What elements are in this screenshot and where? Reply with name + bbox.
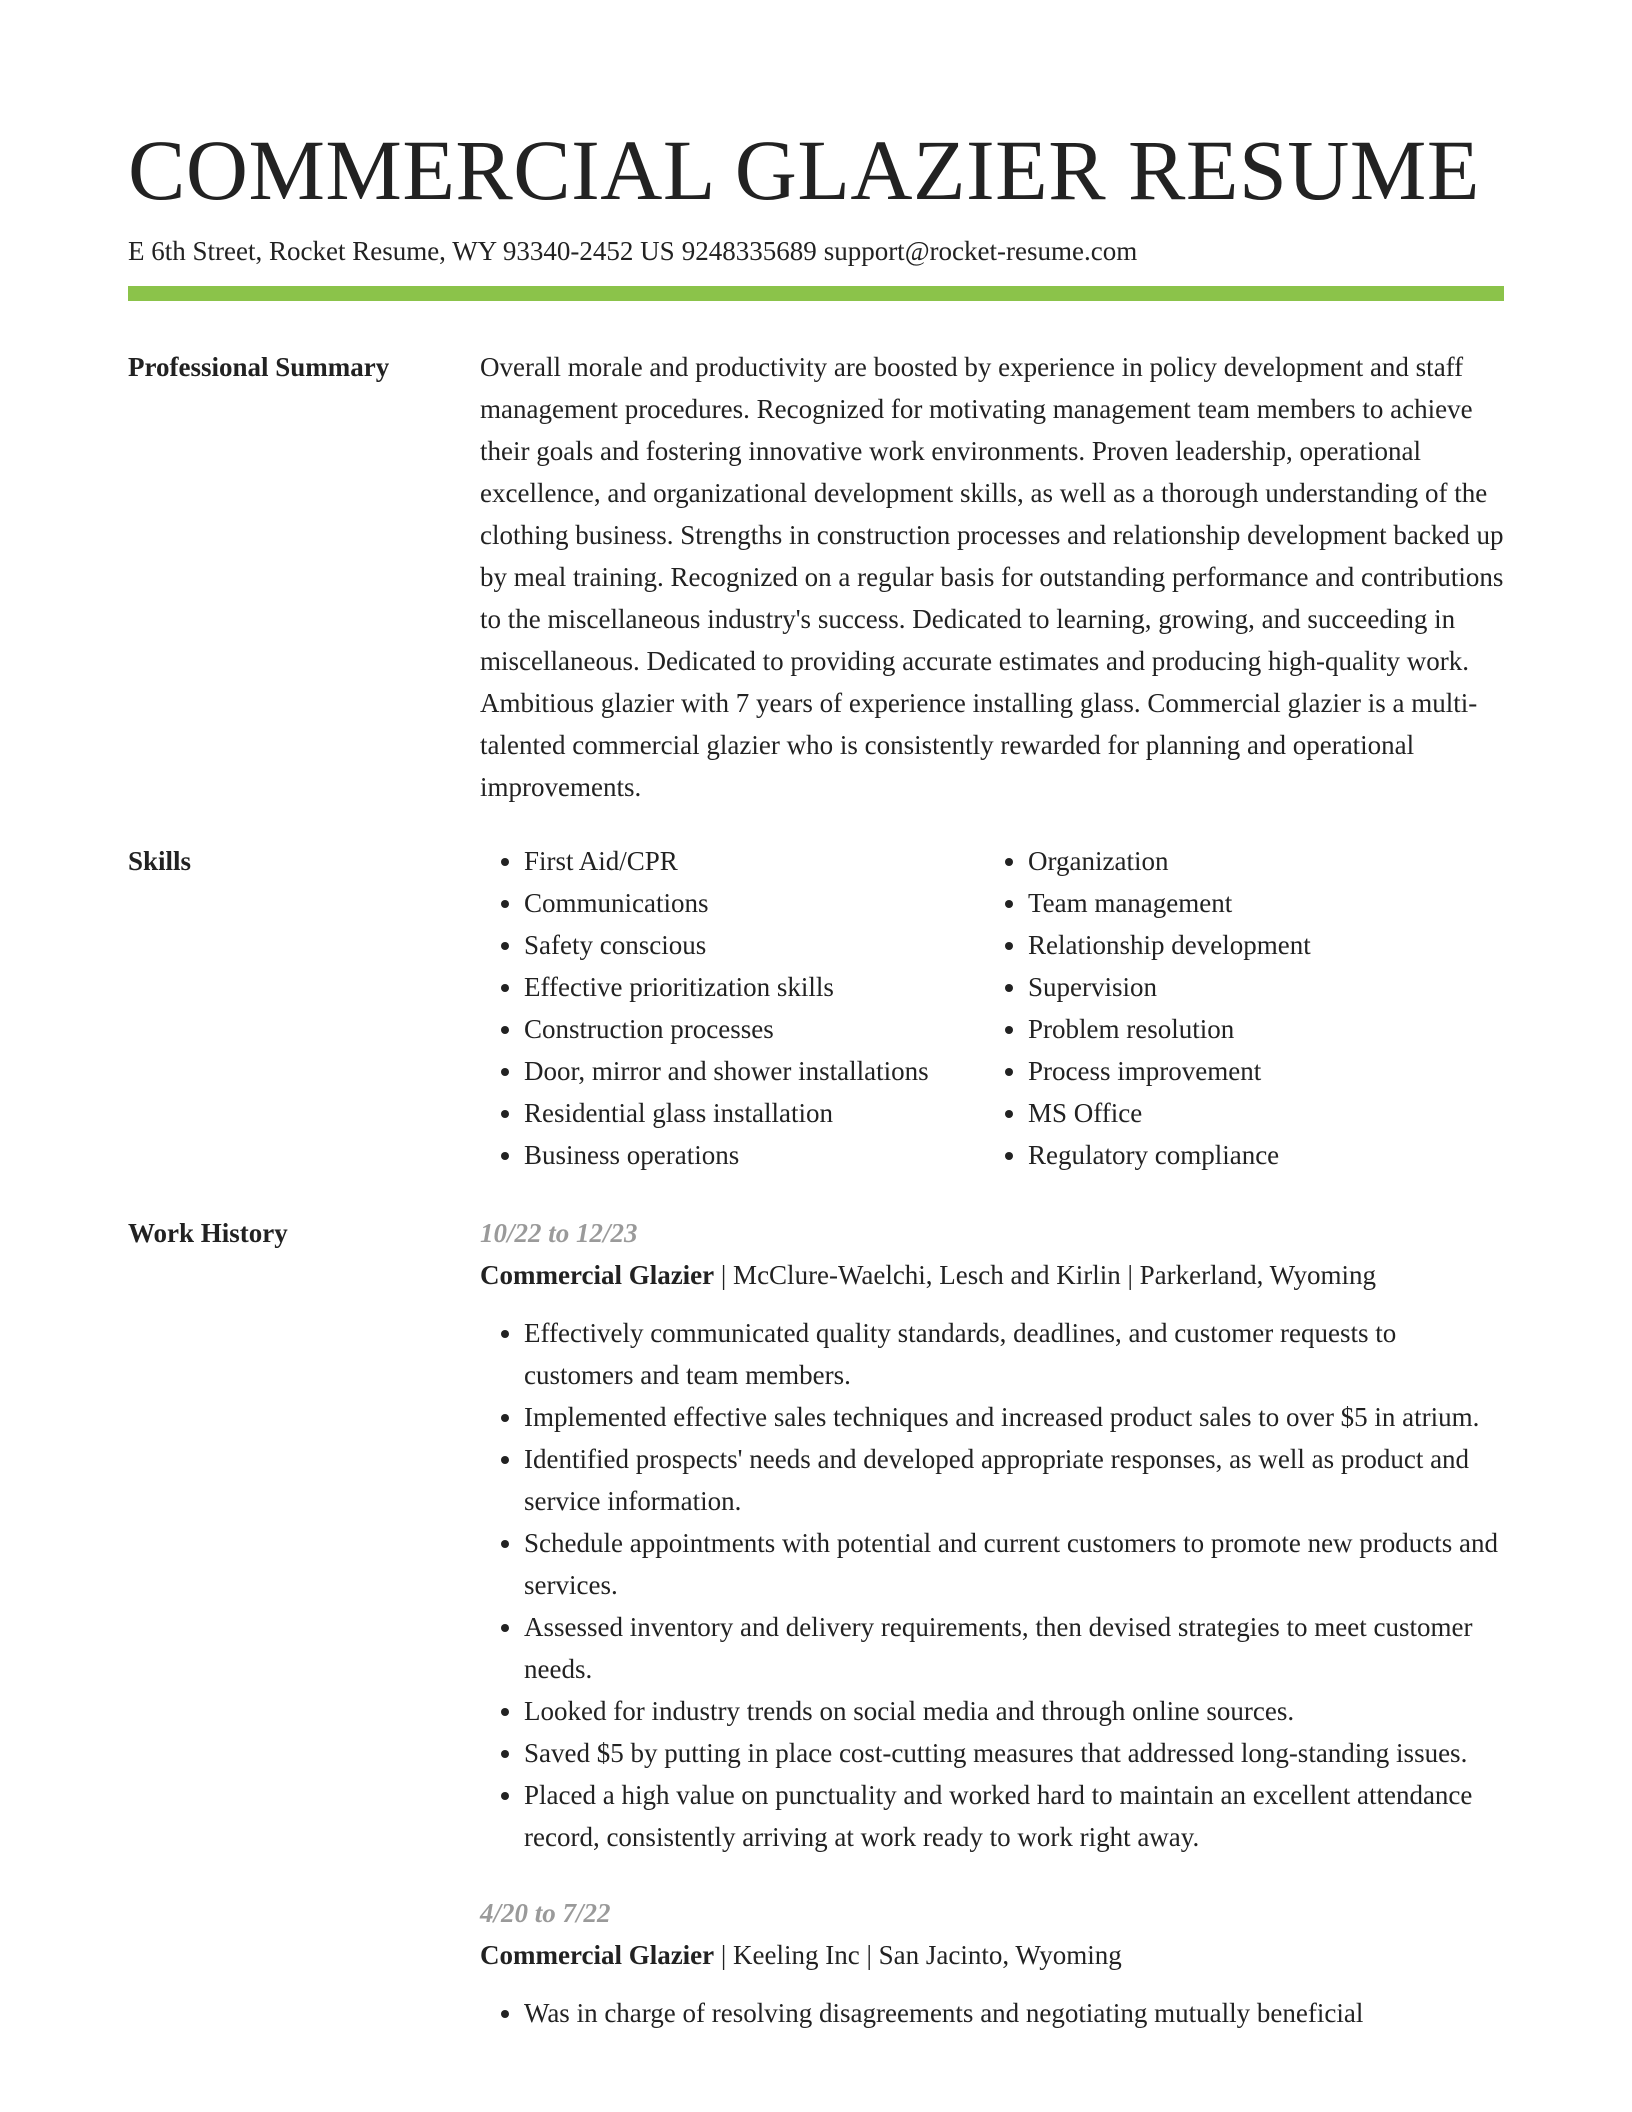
phone-text: 9248335689 (681, 236, 817, 266)
job-entry (480, 1212, 1504, 1858)
job-entry (480, 1892, 1504, 2034)
job-employer-location: | McClure-Waelchi, Lesch and Kirlin | Parkerland, Wyoming (714, 1260, 1376, 1290)
email-text: support@rocket-resume.com (823, 236, 1138, 266)
list-item: • Was in charge of resolving disagreements and negotiating mutually beneficial (524, 1992, 1504, 2034)
job-dates: 4/20 to 7/22 (480, 1898, 611, 1928)
list-item: • Organization (1028, 840, 1311, 882)
list-item: • Construction processes (524, 1008, 984, 1050)
list-item: • Communications (524, 882, 984, 924)
list-item: • Looked for industry trends on social media and through online sources. (524, 1690, 1504, 1732)
skills-list-right (984, 840, 1311, 1176)
header-divider (128, 286, 1504, 301)
job-title: Commercial Glazier (480, 1260, 715, 1290)
summary-label: Professional Summary (128, 352, 390, 382)
work-history-label: Work History (128, 1218, 288, 1248)
list-item: • Supervision (1028, 966, 1311, 1008)
list-item: • Residential glass installation (524, 1092, 984, 1134)
job-title: Commercial Glazier (480, 1940, 715, 1970)
summary-body (480, 346, 1504, 808)
skills-columns (480, 840, 1504, 1176)
summary-text: Overall morale and productivity are boosted by experience in policy development and staff management procedures. Recognized for motivating management team members to achieve their goals and fostering innovative work environments. Proven leadership, operational excellence, and organizational development skills, as well as a thorough understanding of the clothing business. Strengths in construction processes and relationship development backed up by meal training. Recognized on a regular basis for outstanding performance and contributions to the miscellaneous industry's success. Dedicated to learning, growing, and succeeding in miscellaneous. Dedicated to providing accurate estimates and producing high-quality work. Ambitious glazier with 7 years of experience installing glass. Commercial glazier is a multi-talented commercial glazier who is consistently rewarded for planning and operational improvements. (480, 352, 1504, 802)
list-item: • MS Office (1028, 1092, 1311, 1134)
list-item: • Safety conscious (524, 924, 984, 966)
skills-list-left (480, 840, 984, 1176)
contact-line (128, 234, 1504, 268)
list-item: • Assessed inventory and delivery requirements, then devised strategies to meet customer needs. (524, 1606, 1504, 1690)
list-item: • Problem resolution (1028, 1008, 1311, 1050)
address-text: E 6th Street, Rocket Resume, WY 93340-2452 US (128, 236, 675, 266)
list-item: • Process improvement (1028, 1050, 1311, 1092)
list-item: • First Aid/CPR (524, 840, 984, 882)
job-heading (480, 1934, 1504, 1976)
job-bullets (480, 1992, 1504, 2034)
list-item: • Business operations (524, 1134, 984, 1176)
skills-label: Skills (128, 846, 192, 876)
list-item: • Saved $5 by putting in place cost-cutting measures that addressed long-standing issues. (524, 1732, 1504, 1774)
job-heading (480, 1254, 1504, 1296)
list-item: • Relationship development (1028, 924, 1311, 966)
job-bullets (480, 1312, 1504, 1858)
list-item: • Team management (1028, 882, 1311, 924)
list-item: • Effectively communicated quality standards, deadlines, and customer requests to customers and team members. (524, 1312, 1504, 1396)
job-dates: 10/22 to 12/23 (480, 1218, 638, 1248)
list-item: • Regulatory compliance (1028, 1134, 1311, 1176)
job-employer-location: | Keeling Inc | San Jacinto, Wyoming (714, 1940, 1122, 1970)
list-item: • Identified prospects' needs and developed appropriate responses, as well as product and service information. (524, 1438, 1504, 1522)
list-item: • Implemented effective sales techniques and increased product sales to over $5 in atrium. (524, 1396, 1504, 1438)
list-item: • Schedule appointments with potential and current customers to promote new products and services. (524, 1522, 1504, 1606)
list-item: • Door, mirror and shower installations (524, 1050, 984, 1092)
list-item: • Effective prioritization skills (524, 966, 984, 1008)
work-history-body (480, 1212, 1504, 2068)
page-title: COMMERCIAL GLAZIER RESUME (128, 122, 1480, 218)
resume-header (128, 118, 1504, 268)
list-item: • Placed a high value on punctuality and worked hard to maintain an excellent attendance record, consistently arriving at work ready to work right away. (524, 1774, 1504, 1858)
